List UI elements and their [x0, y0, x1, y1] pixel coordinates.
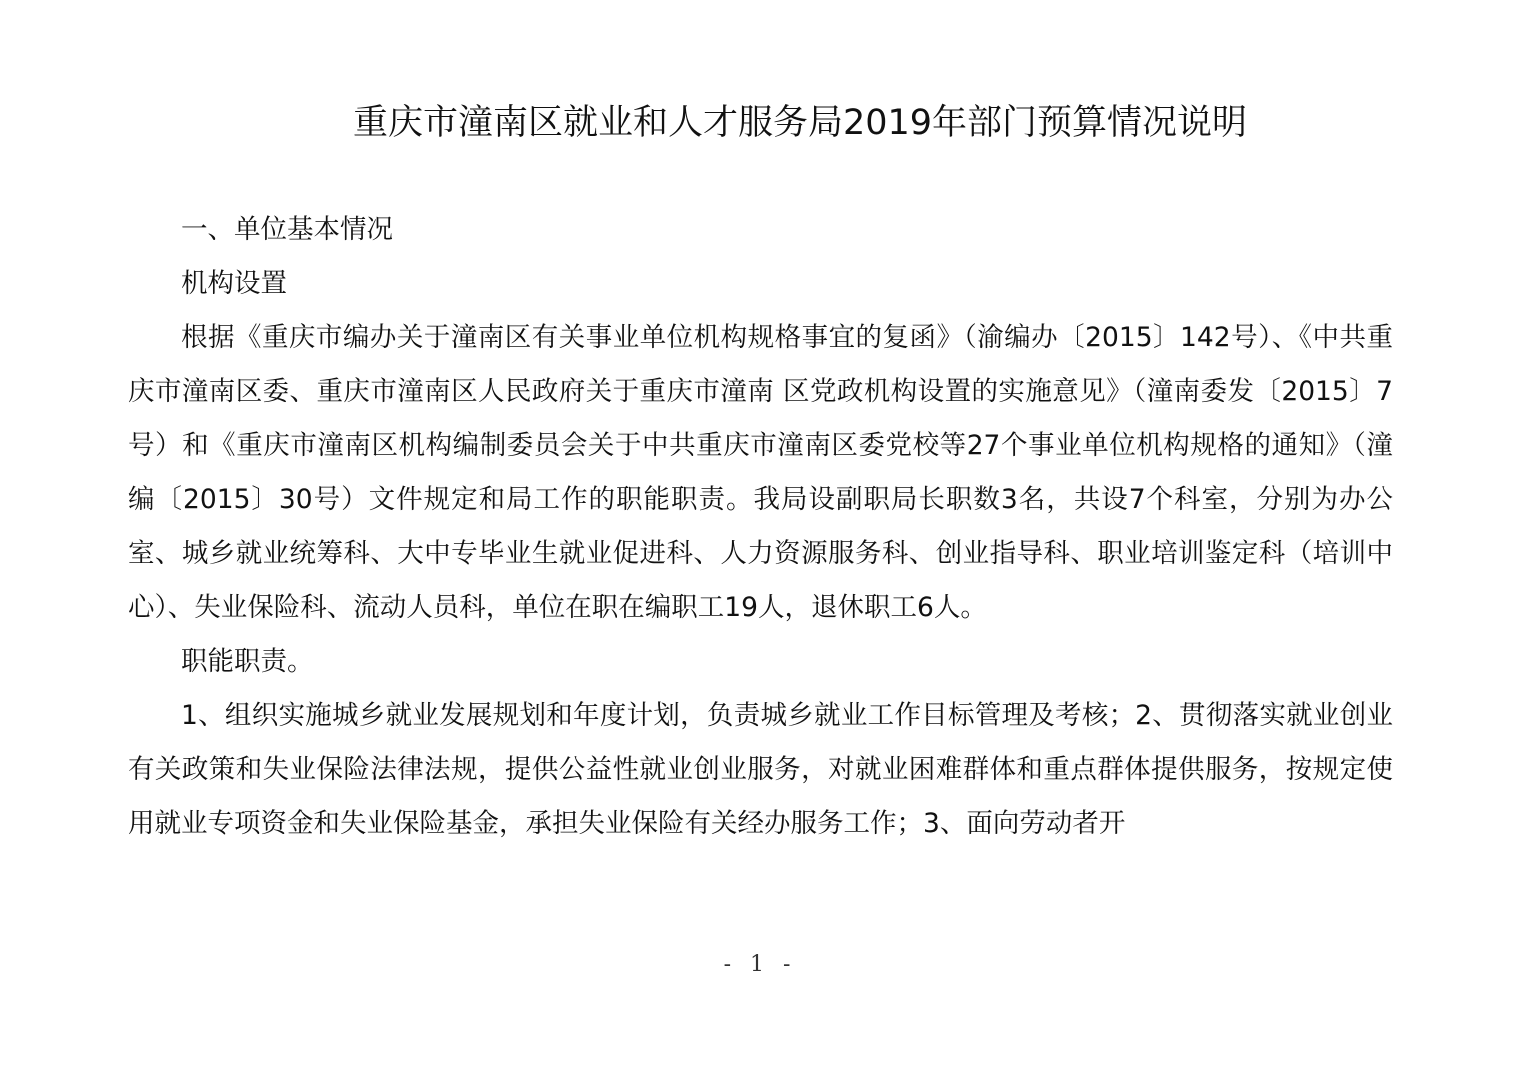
subheading-organization-setup: 机构设置 — [181, 268, 287, 299]
document-body — [128, 203, 1393, 851]
page-number: - 1 - — [723, 952, 797, 977]
document-title: 重庆市潼南区就业和人才服务局2019年部门预算情况说明 — [352, 103, 1248, 143]
section-heading-basic-info: 一、单位基本情况 — [181, 214, 393, 245]
subheading-functions-duties: 职能职责。 — [181, 646, 314, 677]
paragraph-functions-list: 1、组织实施城乡就业发展规划和年度计划，负责城乡就业工作目标管理及考核；2、贯彻落实就业创业有关政策和失业保险法律法规，提供公益性就业创业服务，对就业困难群体和重点群体提供服务，按规定使用就业专项资金和失业保险基金，承担失业保险有关经办服务工作；3、面向劳动者开 — [128, 700, 1393, 839]
paragraph-organization-details: 根据《重庆市编办关于潼南区有关事业单位机构规格事宜的复函》（渝编办〔2015〕142号）、《中共重庆市潼南区委、重庆市潼南区人民政府关于重庆市潼南 区党政机构设置的实施意见》（潼南委发〔2015〕7号）和《重庆市潼南区机构编制委员会关于中共重庆市潼南区委党校等27个事业单位机构规格的通知》（潼编〔2015〕30号）文件规定和局工作的职能职责。我局设副职局长职数3名，共设7个科室，分别为办公室、城乡就业统筹科、大中专毕业生就业促进科、人力资源服务科、创业指导科、职业培训鉴定科（培训中心）、失业保险科、流动人员科，单位在职在编职工19人，退休职工6人。 — [128, 322, 1393, 623]
